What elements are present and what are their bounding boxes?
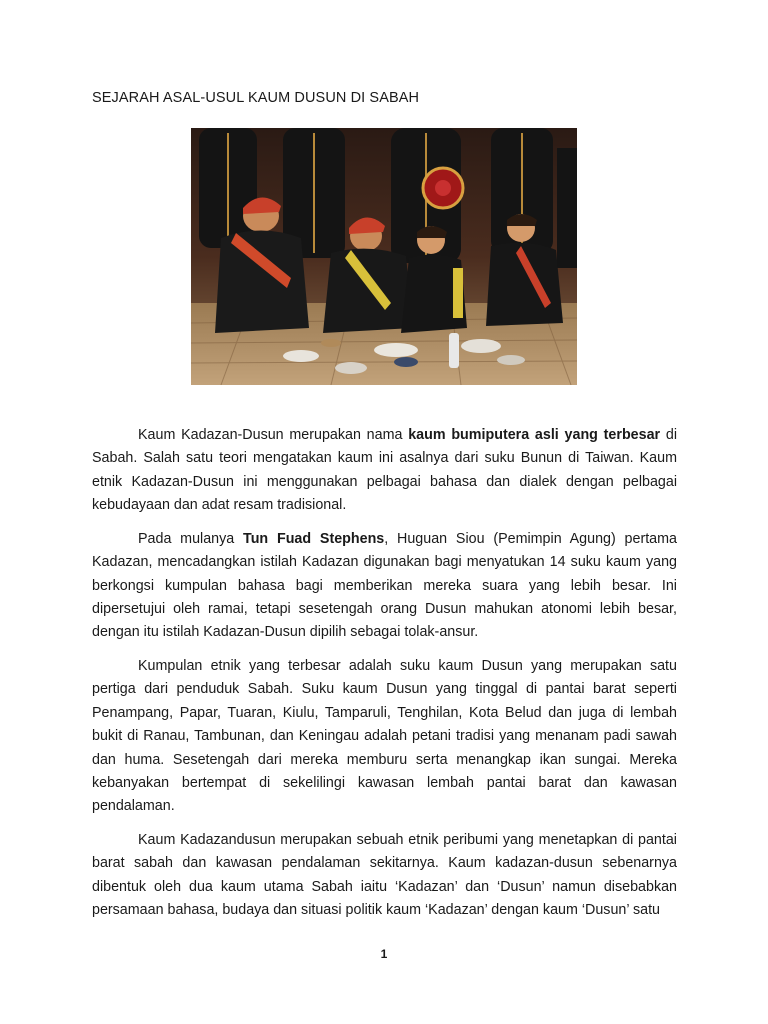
paragraph-2-text-c: , Huguan Siou (Pemimpin Agung) pertama Kadazan, mencadangkan istilah Kadazan digunakan bagi menyatukan 14 suku kaum yang berkongsi kumpulan bahasa bagi memberikan mereka suara yang lebih besar. Ini dipersetujui oleh ramai, tetapi sesetengah orang Dusun mahukan atonomi lebih besar, dengan itu istilah Kadazan-Dusun dipilih sebagai tolak-ansur. (92, 530, 677, 641)
paragraph-1 (92, 424, 677, 518)
body-text (92, 424, 677, 933)
paragraph-1-text-a: Kaum Kadazan-Dusun merupakan nama (138, 427, 409, 443)
paragraph-2-bold: Tun Fuad Stephens (243, 530, 385, 547)
photo-illustration (191, 128, 577, 385)
paragraph-3: Kumpulan etnik yang terbesar adalah suku kaum Dusun yang merupakan satu pertiga dari penduduk Sabah. Suku kaum Dusun yang tinggal di pantai barat seperti Penampang, Papar, Tuaran, Kiulu, Tamparuli, Tenghilan, Kota Belud dan juga di lembah bukit di Ranau, Tambunan, dan Keningau adalah petani tradisi yang menanam padi sawah dan huma. Sesetengah dari mereka memburu serta menangkap ikan sungai. Mereka kebanyakan bertempat di sekelilingi kawasan lembah pantai barat dan kawasan pendalaman. (92, 658, 677, 815)
cultural-photo (191, 128, 577, 385)
paragraph-2-text-a: Pada mulanya (138, 530, 244, 547)
document-title: SEJARAH ASAL-USUL KAUM DUSUN DI SABAH (92, 90, 420, 106)
page-number: 1 (380, 947, 388, 961)
paragraph-1-bold: kaum bumiputera asli yang terbesar (408, 427, 661, 443)
paragraph-1-text-c: di Sabah. Salah satu teori mengatakan kaum ini asalnya dari suku Bunun di Taiwan. Kaum etnik Kadazan-Dusun ini menggunakan pelbagai bahasa dan dialek dengan pelbagai kebudayaan dan adat resam tradisional. (92, 427, 677, 514)
paragraph-4: Kaum Kadazandusun merupakan sebuah etnik peribumi yang menetapkan di pantai barat sabah dan kawasan pendalaman sekitarnya. Kaum kadazan-dusun sebenarnya dibentuk oleh dua kaum utama Sabah iaitu ‘Kadazan’ dan ‘Dusun’ namun disebabkan persamaan bahasa, budaya dan situasi politik kaum ‘Kadazan’ dengan kaum ‘Dusun’ satu (92, 832, 677, 919)
paragraph-2 (92, 528, 677, 645)
